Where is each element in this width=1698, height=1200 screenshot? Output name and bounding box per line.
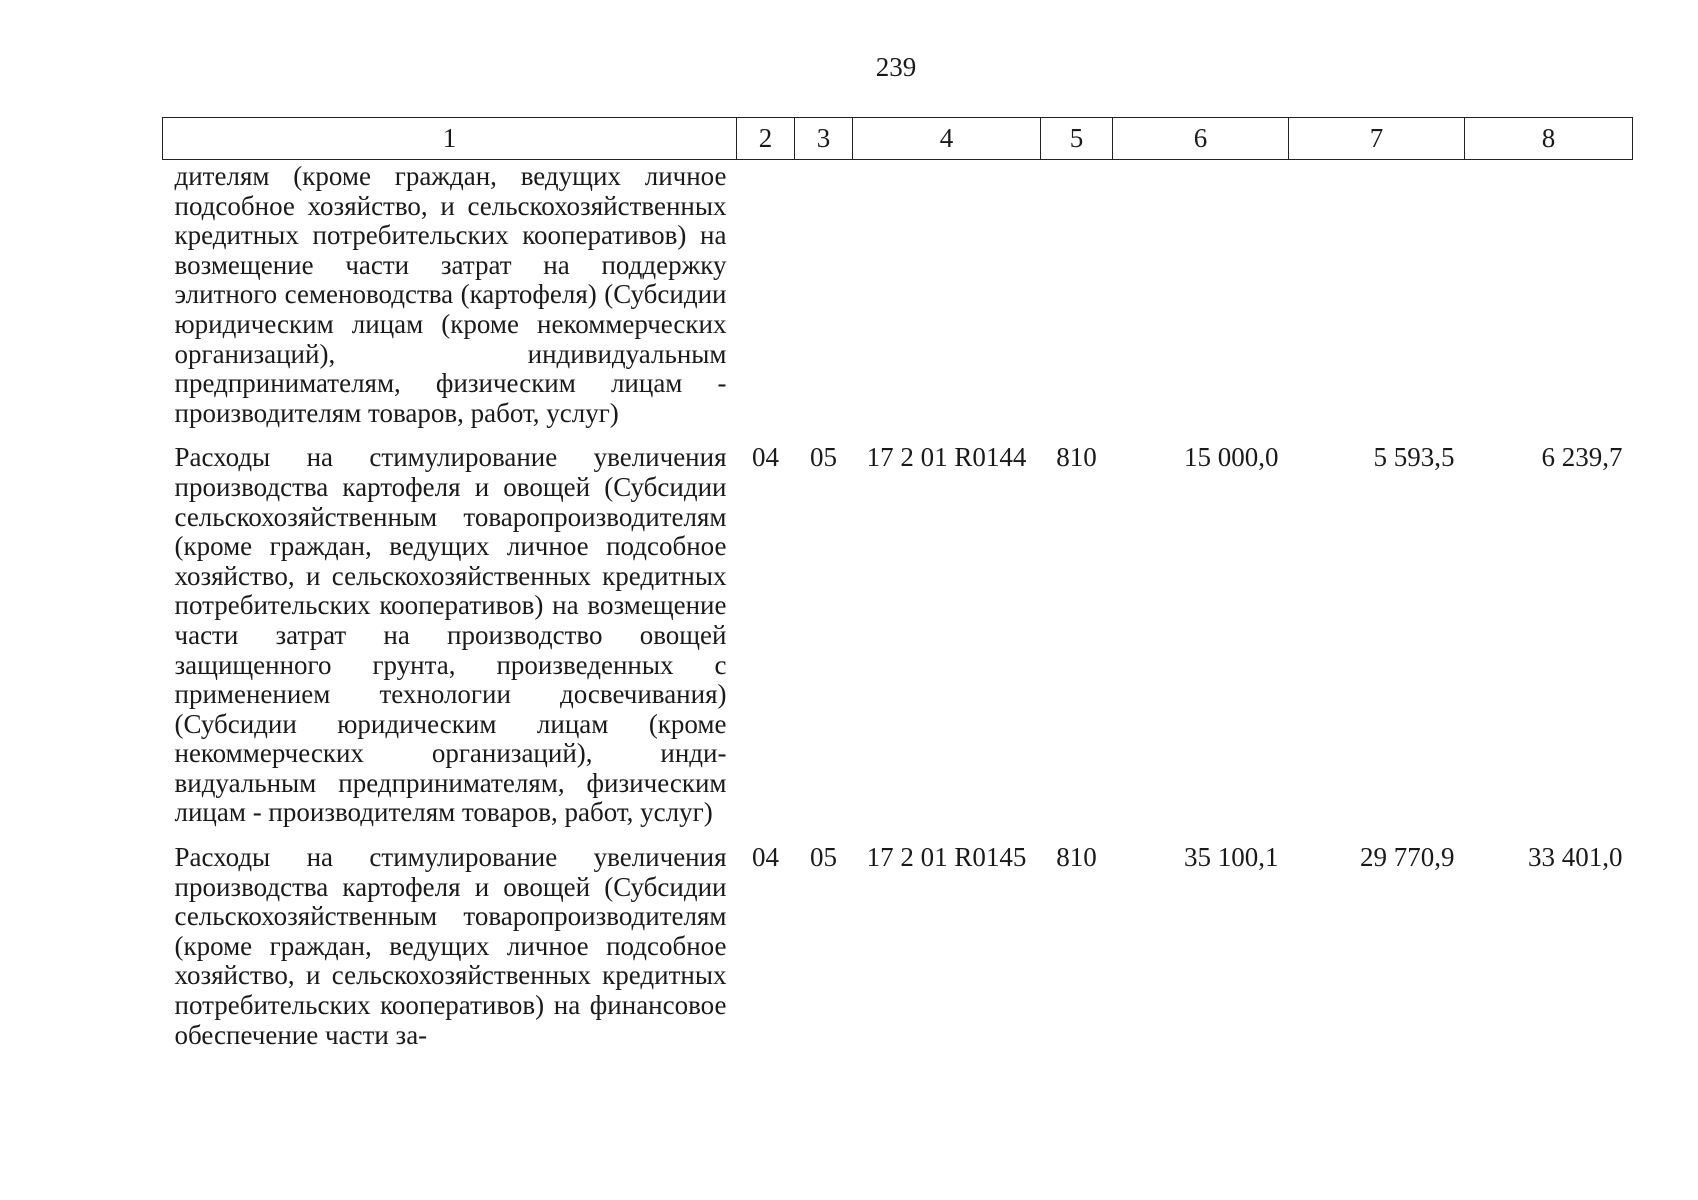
table-row: [163, 839, 1633, 1061]
target-article-code: [853, 160, 1041, 440]
amount-col6: [1113, 160, 1289, 440]
amount-col7: 29 770,9: [1360, 842, 1455, 873]
column-header: 1: [163, 118, 737, 160]
amount-col8: [1465, 160, 1633, 440]
column-header: 2: [737, 118, 795, 160]
row-description: Расходы на стимулирование увеличения производства картофеля и овощей (Субсидии сельскохозяйственным товаропроизводителям (кроме граждан, ведущих личное подсобное хозяйство, и сельскохозяйственных кредитных потребительских кооперативов) на финансовое обеспечение части за-: [174, 842, 727, 1050]
subsection-code: 05: [810, 842, 837, 873]
amount-col8: 33 401,0: [1528, 842, 1623, 873]
target-article-code: 17 2 01 R0145: [866, 842, 1027, 873]
table-row: [163, 160, 1633, 440]
column-header: 8: [1465, 118, 1633, 160]
target-article-code: 17 2 01 R0144: [866, 442, 1027, 473]
page-number: 239: [875, 52, 917, 82]
amount-col6: 15 000,0: [1184, 442, 1279, 473]
expense-type-code: [1041, 160, 1113, 440]
expense-type-code: 810: [1056, 442, 1097, 473]
column-header: 3: [795, 118, 853, 160]
column-header: 4: [853, 118, 1041, 160]
column-header: 5: [1041, 118, 1113, 160]
column-header: 7: [1289, 118, 1465, 160]
section-code: 04: [752, 442, 779, 473]
row-description: Расходы на стимулирование увеличения производства картофеля и овощей (Субсидии сельскохозяйственным товаропроизводителям (кроме граждан, ведущих личное подсобное хозяйство, и сельскохозяйственных кредитных потребительских кооперативов) на возмещение части затрат на производство овощей защищенного грунта, произведенных с применением технологии досвечивания) (Субсидии юридическим лицам (кроме некоммерческих организаций), индивидуальным предпринимателям, физическим лицам - производителям товаров, работ, услуг): [174, 442, 727, 828]
section-code: 04: [752, 842, 779, 873]
column-header: 6: [1113, 118, 1289, 160]
amount-col7: [1289, 160, 1465, 440]
table-row: [163, 439, 1633, 839]
subsection-code: 05: [810, 442, 837, 473]
expense-type-code: 810: [1056, 842, 1097, 873]
amount-col7: 5 593,5: [1373, 442, 1455, 473]
amount-col6: 35 100,1: [1184, 842, 1279, 873]
budget-table: [162, 117, 1632, 1061]
subsection-code: [795, 160, 853, 440]
row-description: дителям (кроме граждан, ведущих личное подсобное хозяйство, и сельскохозяйственных кредитных потребительских кооперативов) на возмещение части затрат на поддержку элитного семеноводства (картофеля) (Субсидии юридическим лицам (кроме некоммерческих организаций), индивидуальным предпринимателям, физическим лицам - производителям товаров, работ, услуг): [174, 161, 727, 428]
table-header-row: [163, 118, 1633, 160]
section-code: [737, 160, 795, 440]
amount-col8: 6 239,7: [1541, 442, 1623, 473]
